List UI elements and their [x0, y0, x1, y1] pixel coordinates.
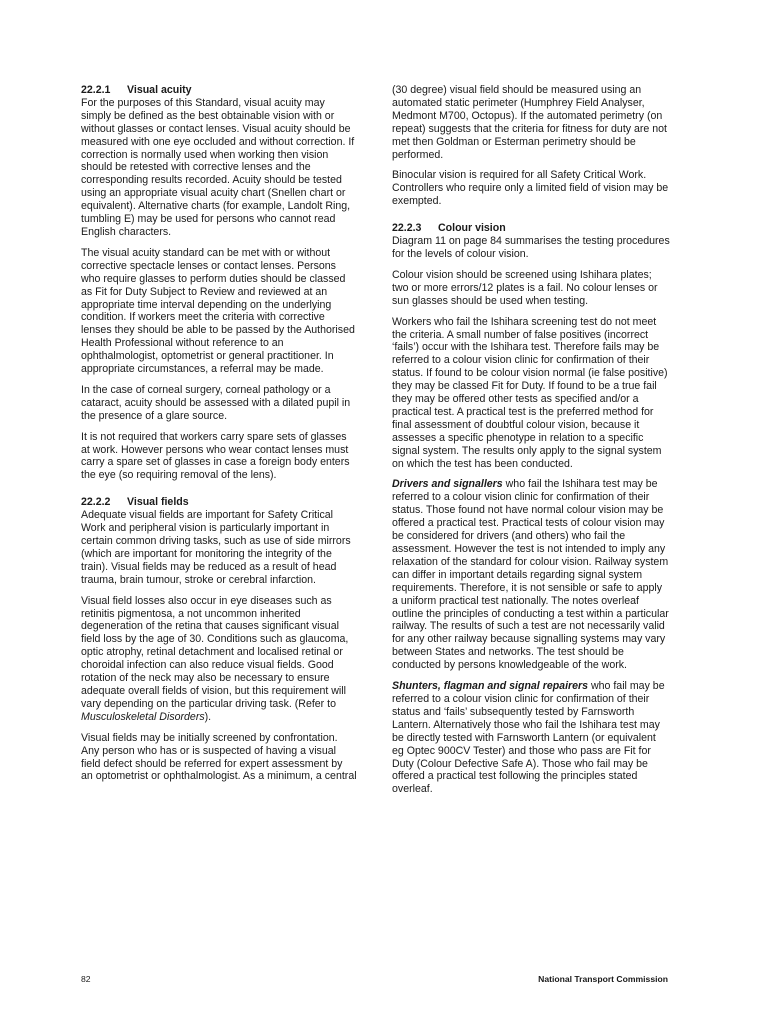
section-number: 22.2.3: [392, 222, 422, 235]
cross-reference: Musculoskeletal Disorders: [81, 710, 205, 723]
paragraph: In the case of corneal surgery, corneal pathology or a cataract, acuity should be assessed with a dilated pupil in the presence of a glare source.: [81, 383, 351, 422]
section-heading-colour-vision: [392, 222, 670, 235]
paragraph: Workers who fail the Ishihara screening test do not meet the criteria. A small number of false positives (incorrect ‘fails’) occur with the Ishihara test. Therefore fails may be referred to a colour vision clinic for confirmation of their status. If found to be colour vision normal (ie false positive) they may be classed Fit for Duty. If found to be a true fail they may be offered other tests as specified and/or a practical test. A practical test is the preferred method for final assessment of doubtful colour vision, because it assesses a specific phenotype in relation to a specific signal system. The results only apply to the signal system on which the test has been conducted.: [392, 315, 668, 470]
paragraph: For the purposes of this Standard, visual acuity may simply be defined as the best obtainable vision with or without glasses or contact lenses. Visual acuity should be measured with one eye occluded and without correction. If correction is normally used when working then vision should be retested with corrective lenses and the corresponding results recorded. Acuity should be tested using an appropriate visual acuity chart (Snellen chart or equivalent). Alternative charts (for example, Landolt Ring, tumbling E) may be used for persons who cannot read English characters.: [81, 96, 355, 238]
paragraph: Binocular vision is required for all Safety Critical Work. Controllers who require only a limited field of vision may be exempted.: [392, 169, 669, 208]
section-number: 22.2.2: [81, 496, 111, 509]
page-number: 82: [81, 974, 91, 984]
paragraph-text: Visual field losses also occur in eye diseases such as retinitis pigmentosa, a not uncommon inherited degeneration of the retina that causes significant visual field loss by the age of 30. Conditions such as glaucoma, optic atrophy, retinal detachment and localised retinal or choroidal infection can also reduce visual fields. Good rotation of the neck may also be necessary to ensure adequate overall fields of vision, but this requirement will vary depending on the particular driving task. (Refer to: [81, 594, 349, 710]
section-title: Visual fields: [127, 496, 189, 509]
paragraph: [392, 680, 670, 796]
section-heading-visual-fields: [81, 496, 357, 509]
paragraph: Colour vision should be screened using Ishihara plates; two or more errors/12 plates is a fail. No colour lenses or sun glasses should be used when testing.: [392, 268, 658, 307]
paragraph: [392, 478, 670, 672]
paragraph: Adequate visual fields are important for Safety Critical Work and peripheral vision is particularly important in certain common driving tasks, such as use of side mirrors (which are important for monitoring the integrity of the train). Visual fields may be reduced as a result of head trauma, brain tumour, stroke or cerebral infarction.: [81, 509, 351, 586]
paragraph-text: who fail may be referred to a colour vision clinic for confirmation of their status and ‘fails’ subsequently tested by Farnsworth Lantern. Alternatively those who fail the Ishihara test may be directly tested with Farnsworth Lantern (or equivalent eg Optec 900CV Tester) and those who pass are Fit for Duty (Colour Defective Safe A). Those who fail may be offered a practical test following the principles stated overleaf.: [392, 680, 665, 796]
paragraph-text: who fail the Ishihara test may be referred to a colour vision clinic for confirmation of their status. Those found not have normal colour vision may be offered a practical test. Practical tests of colour vision may be considered for drivers (and others) who fail the assessment. However the test is not intended to imply any relaxation of the standard for colour vision. Railway system can differ in important details regarding signal system requirements. Therefore, it is not sensible or safe to apply a uniform practical test nationally. The notes overleaf outline the principles of conducting a test within a particular railway. The results of such a test are not necessarily valid for any other railway because signalling systems may vary between States and networks. The test should be conducted by persons knowledgeable of the work.: [392, 478, 669, 672]
paragraph: Diagram 11 on page 84 summarises the testing procedures for the levels of colour vision.: [392, 235, 670, 260]
paragraph: It is not required that workers carry spare sets of glasses at work. However persons who wear contact lenses must carry a spare set of glasses in case a foreign body enters the eye (so requiring removal of the lens).: [81, 430, 350, 482]
right-column: [392, 84, 670, 804]
paragraph: [81, 595, 357, 724]
footer-organisation: National Transport Commission: [538, 974, 668, 984]
section-heading-visual-acuity: [81, 84, 357, 97]
lead-in: Drivers and signallers: [392, 478, 503, 491]
paragraph: Visual fields may be initially screened by confrontation. Any person who has or is suspected of having a visual field defect should be referred for expert assessment by an optometrist or ophthalmologist. As a minimum, a central: [81, 731, 357, 783]
paragraph: (30 degree) visual field should be measured using an automated static perimeter (Humphrey Field Analyser, Medmont M700, Octopus). If the automated perimetry (on repeat) suggests that the criteria for fitness for duty are not met then Goldman or Esterman perimetry should be performed.: [392, 84, 667, 161]
paragraph-text: ).: [204, 710, 212, 723]
left-column: [81, 84, 357, 791]
paragraph: The visual acuity standard can be met with or without corrective spectacle lenses or contact lenses. Persons who require glasses to perform duties should be classed as Fit for Duty Subject to Review and reviewed at an appropriate time interval depending on the underlying condition. If workers meet the criteria with corrective lenses they should be able to be passed by the Authorised Health Professional without reference to an ophthalmologist, optometrist or general practitioner. In appropriate circumstances, a referral may be made.: [81, 246, 355, 376]
section-title: Visual acuity: [127, 84, 192, 96]
lead-in: Shunters, flagman and signal repairers: [392, 680, 589, 693]
section-title: Colour vision: [438, 222, 506, 235]
section-number: 22.2.1: [81, 84, 111, 96]
